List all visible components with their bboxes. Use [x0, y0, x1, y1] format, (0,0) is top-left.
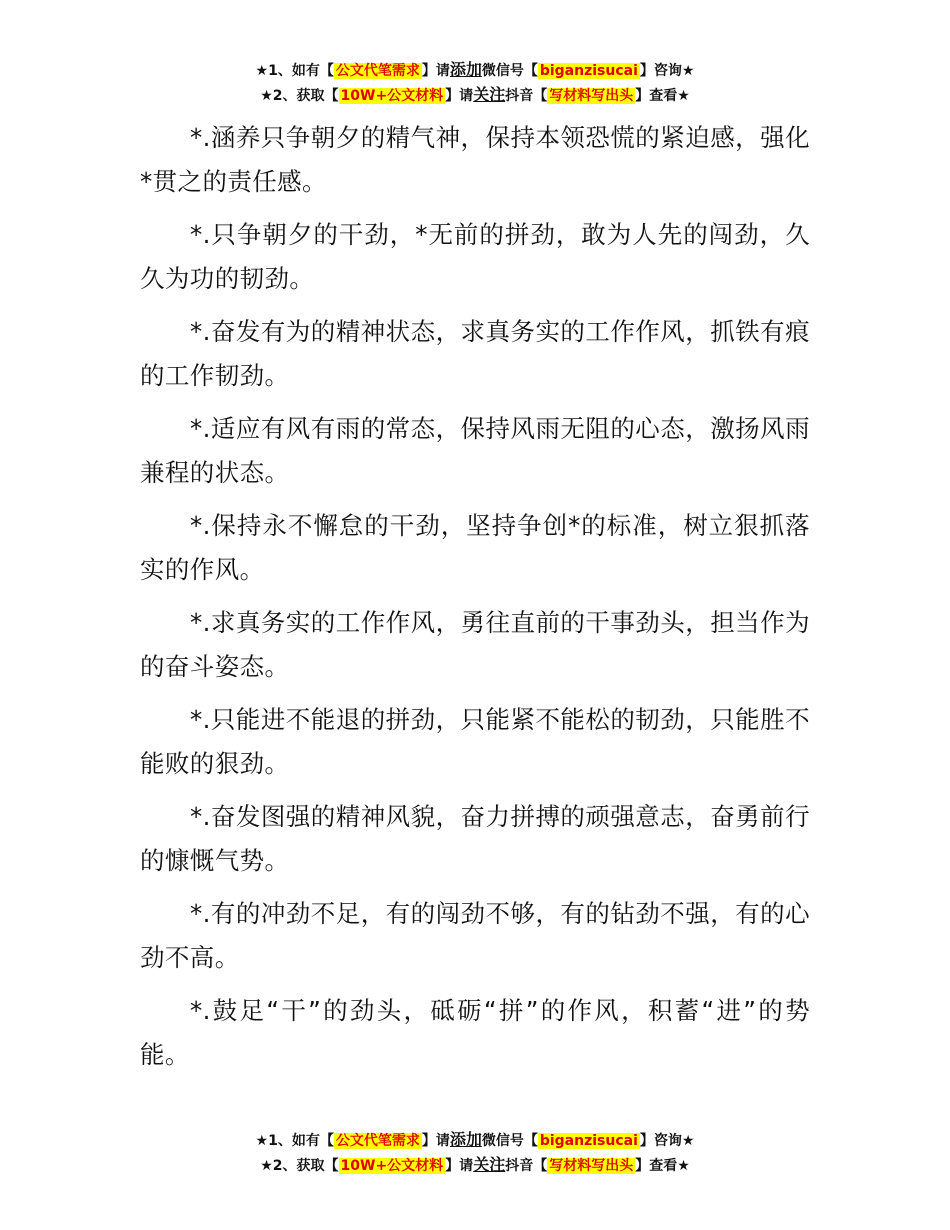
header-line-2-prefix: ★2、获取【: [260, 88, 339, 104]
footer-line-2-highlight-materials: 10W+公文材料: [340, 1158, 444, 1174]
header-line-1-highlight-service: 公文代笔需求: [335, 63, 420, 79]
header-line-1-mid: 】请: [421, 63, 450, 79]
footer-line-1-prefix: ★1、如有【: [255, 1133, 334, 1149]
paragraph: *.求真务实的工作作风，勇往直前的干事劲头，担当作为的奋斗姿态。: [140, 608, 810, 681]
header-line-1: [0, 58, 950, 83]
header-line-2: [0, 83, 950, 108]
header-line-2-douyin-label: 抖音【: [505, 88, 548, 104]
paragraph: *.涵养只争朝夕的精气神，保持本领恐慌的紧迫感，强化*贯之的责任感。: [140, 123, 810, 196]
footer-line-1-highlight-wechat-id: biganzisucai: [539, 1133, 638, 1149]
footer-line-1: [0, 1128, 950, 1153]
paragraph: *.奋发图强的精神风貌，奋力拼搏的顽强意志，奋勇前行的慷慨气势。: [140, 802, 810, 875]
paragraph: *.只争朝夕的干劲，*无前的拼劲，敢为人先的闯劲，久久为功的韧劲。: [140, 220, 810, 293]
header-line-2-underlined-follow: 关注: [473, 85, 506, 104]
footer-line-2-prefix: ★2、获取【: [260, 1158, 339, 1174]
header-banner: [0, 58, 950, 108]
footer-line-2-suffix: 】查看★: [635, 1158, 690, 1174]
footer-line-1-mid: 】请: [421, 1133, 450, 1149]
header-line-1-suffix: 】咨询★: [639, 63, 695, 79]
header-line-2-highlight-materials: 10W+公文材料: [340, 88, 444, 104]
footer-line-2-douyin-label: 抖音【: [505, 1158, 548, 1174]
header-line-1-prefix: ★1、如有【: [255, 63, 334, 79]
footer-banner: [0, 1128, 950, 1178]
footer-line-1-suffix: 】咨询★: [639, 1133, 695, 1149]
paragraph: *.有的冲劲不足，有的闯劲不够，有的钻劲不强，有的心劲不高。: [140, 899, 810, 972]
document-body: [140, 116, 810, 1086]
footer-line-2-mid: 】请: [445, 1158, 474, 1174]
paragraph: *.适应有风有雨的常态，保持风雨无阻的心态，激扬风雨兼程的状态。: [140, 414, 810, 487]
footer-line-1-wechat-label: 微信号【: [481, 1133, 538, 1149]
header-line-1-highlight-wechat-id: biganzisucai: [539, 63, 638, 79]
header-line-2-highlight-douyin-id: 写材料写出头: [549, 88, 634, 104]
header-line-2-mid: 】请: [445, 88, 474, 104]
header-line-1-underlined-add: 添加: [449, 60, 482, 79]
footer-line-2: [0, 1153, 950, 1178]
footer-line-1-underlined-add: 添加: [449, 1130, 482, 1149]
footer-line-2-underlined-follow: 关注: [473, 1155, 506, 1174]
header-line-1-wechat-label: 微信号【: [481, 63, 538, 79]
paragraph: *.鼓足“干”的劲头，砥砺“拼”的作风，积蓄“进”的势能。: [140, 996, 810, 1069]
footer-line-1-highlight-service: 公文代笔需求: [335, 1133, 420, 1149]
header-line-2-suffix: 】查看★: [635, 88, 690, 104]
footer-line-2-highlight-douyin-id: 写材料写出头: [549, 1158, 634, 1174]
paragraph: *.保持永不懈怠的干劲，坚持争创*的标准，树立狠抓落实的作风。: [140, 511, 810, 584]
paragraph: *.只能进不能退的拼劲，只能紧不能松的韧劲，只能胜不能败的狠劲。: [140, 705, 810, 778]
paragraph: *.奋发有为的精神状态，求真务实的工作作风，抓铁有痕的工作韧劲。: [140, 317, 810, 390]
